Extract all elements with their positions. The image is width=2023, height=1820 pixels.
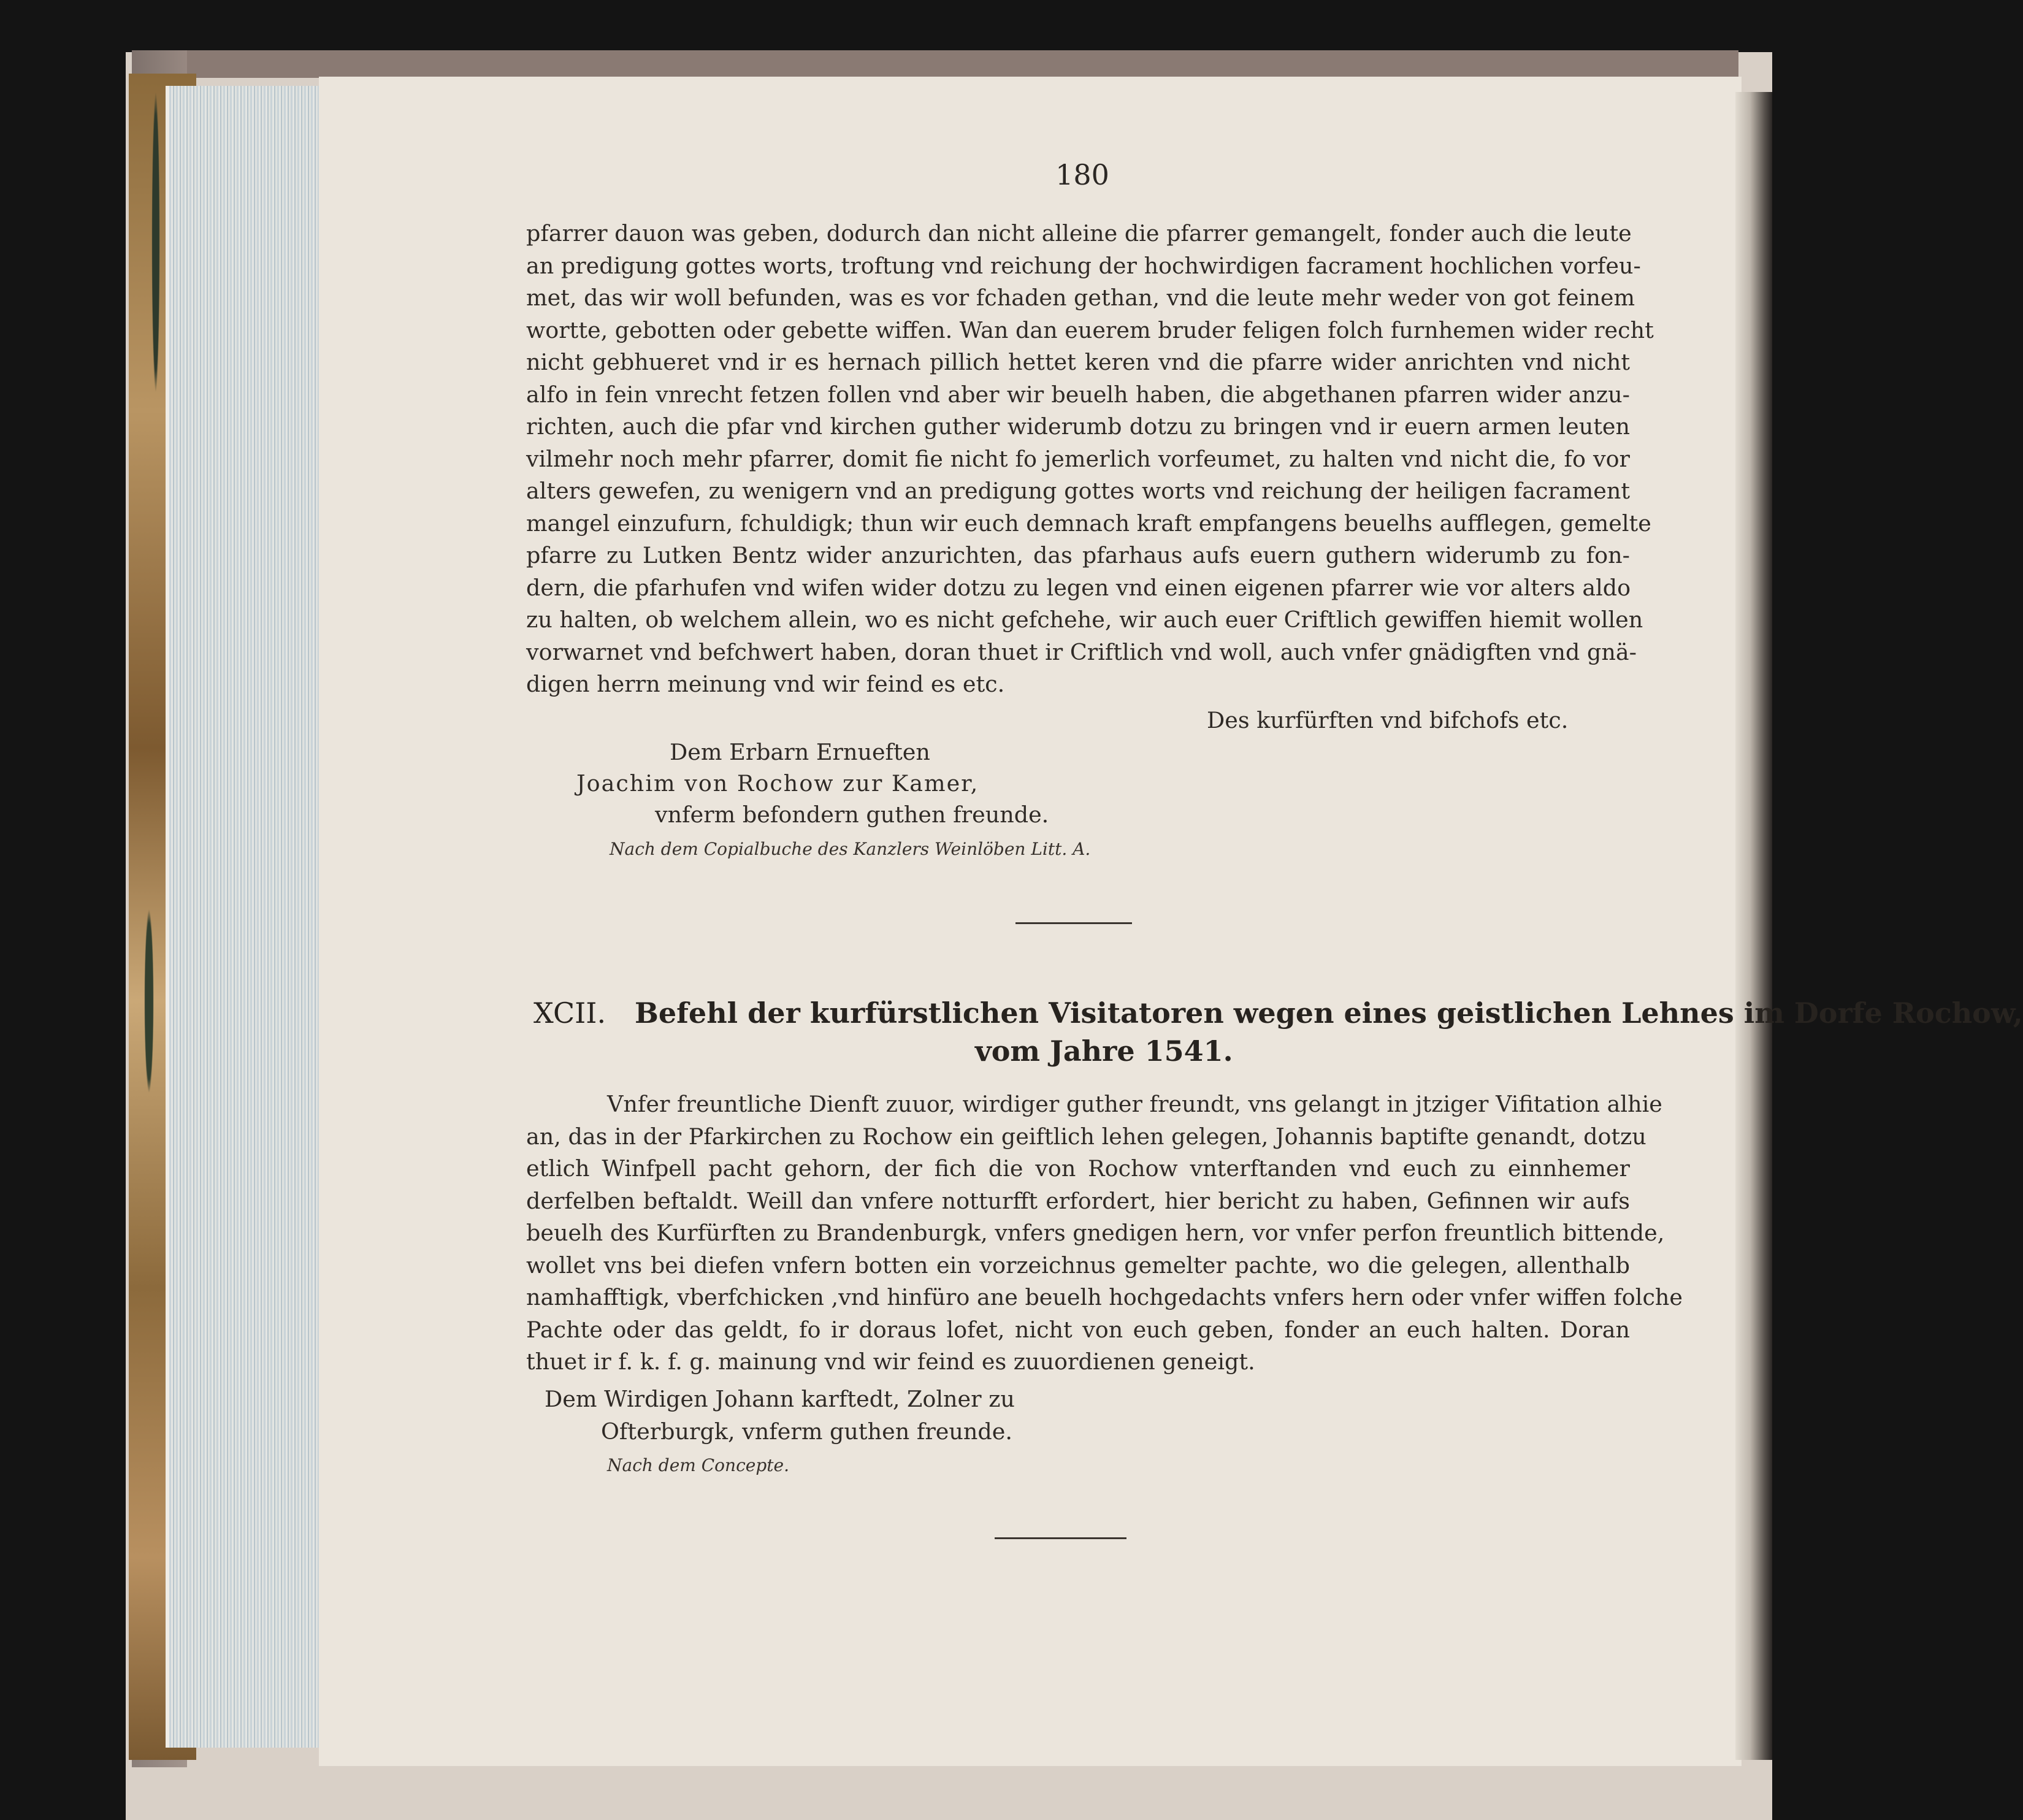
text-line: pfarrer dauon was geben, dodurch dan nicht alleine die pfarrer gemangelt, fonder auch die leute (526, 220, 1632, 247)
text-line: digen herrn meinung vnd wir feind es etc. (526, 671, 1005, 697)
separator-rule (995, 1537, 1126, 1539)
text-line: an predigung gottes worts, troftung vnd reichung der hochwirdigen facrament hochlichen vorfeu- (526, 252, 1641, 279)
address-line: Ofterburgk, vnferm guthen freunde. (601, 1418, 1012, 1445)
right-page-edge (1735, 92, 1772, 1760)
paragraph-2 (526, 1088, 1683, 1378)
text-line: dern, die pfarhufen vnd wifen wider dotzu zu legen vnd einen eigenen pfarrer wie vor alters aldo (526, 574, 1631, 601)
text-line: zu halten, ob welchem allein, wo es nicht gefchehe, wir auch euer Criftlich gewiffen hiemit wollen (526, 606, 1643, 633)
signature: Des kurfürften vnd bifchofs etc. (1207, 707, 1569, 733)
text-line: vorwarnet vnd befchwert haben, doran thuet ir Criftlich vnd woll, auch vnfer gnädigften vnd gnä- (526, 638, 1637, 665)
section-title-year: vom Jahre 1541. (975, 1034, 1233, 1068)
text-line: alters gewefen, zu wenigern vnd an predigung gottes worts vnd reichung der heiligen facrament (526, 478, 1630, 504)
text-line: derfelben beftaldt. Weill dan vnfere notturfft erfordert, hier bericht zu haben, Gefinnen wir aufs (526, 1187, 1630, 1214)
text-line: etlich Winfpell pacht gehorn, der fich die von Rochow vnterftanden vnd euch zu einnhemer (526, 1155, 1630, 1182)
source-note: Nach dem Copialbuche des Kanzlers Weinlöben Litt. A. (610, 839, 1091, 859)
source-note: Nach dem Concepte. (607, 1455, 789, 1475)
text-line: wortte, gebotten oder gebette wiffen. Wan dan euerem bruder feligen folch furnhemen wider recht (526, 316, 1654, 343)
text-line: richten, auch die pfar vnd kirchen guther widerumb dotzu zu bringen vnd ir euern armen leuten (526, 413, 1630, 440)
section-number: XCII. (533, 996, 606, 1030)
text-line: mangel einzufurn, fchuldigk; thun wir euch demnach kraft empfangens beuelhs aufflegen, gemelte (526, 510, 1651, 537)
text-line: met, das wir woll befunden, was es vor fchaden gethan, vnd die leute mehr weder von got feinem (526, 285, 1635, 311)
text-line: namhafftigk, vberfchicken ,vnd hinfüro ane beuelh hochgedachts vnfers hern oder vnfer wiffen folche (526, 1284, 1683, 1310)
text-line: vilmehr noch mehr pfarrer, domit fie nicht fo jemerlich vorfeumet, zu halten vnd nicht die, fo vor (526, 445, 1630, 472)
text-line: pfarre zu Lutken Bentz wider anzurichten, das pfarhaus aufs euern guthern widerumb zu fon- (526, 542, 1630, 568)
text-line: beuelh des Kurfürften zu Brandenburgk, vnfers gnedigen hern, vor vnfer perfon freuntlich bittende, (526, 1220, 1665, 1246)
text-line: Vnfer freuntliche Dienft zuuor, wirdiger guther freundt, vns gelangt in jtziger Vifitation alhie (607, 1091, 1662, 1117)
address-line: Dem Erbarn Ernueften (670, 739, 930, 765)
text-line: nicht gebhueret vnd ir es hernach pillich hettet keren vnd die pfarre wider anrichten vnd nicht (526, 349, 1630, 375)
text-line: thuet ir f. k. f. g. mainung vnd wir feind es zuuordienen geneigt. (526, 1348, 1255, 1375)
page-edges (166, 86, 323, 1748)
section-title: Befehl der kurfürstlichen Visitatoren wegen eines geistlichen Lehnes im Dorfe Rochow, (635, 996, 2023, 1030)
address-line: Joachim von Rochow zur Kamer, (576, 770, 979, 797)
separator-rule (1015, 922, 1132, 924)
text-line: an, das in der Pfarkirchen zu Rochow ein geiftlich lehen gelegen, Johannis baptifte genandt, dotzu (526, 1123, 1646, 1150)
address-line: vnferm befondern guthen freunde. (655, 801, 1049, 828)
address-line: Dem Wirdigen Johann karftedt, Zolner zu (545, 1386, 1015, 1412)
paragraph-1 (526, 218, 1654, 701)
page-number: 180 (1055, 158, 1109, 191)
text-line: alfo in fein vnrecht fetzen follen vnd aber wir beuelh haben, die abgethanen pfarren wider anzu- (526, 381, 1630, 408)
text-line: wollet vns bei diefen vnfern botten ein vorzeichnus gemelter pachte, wo die gelegen, allenthalb (526, 1252, 1630, 1279)
text-line: Pachte oder das geldt, fo ir doraus lofet, nicht von euch geben, fonder an euch halten. Doran (526, 1316, 1630, 1343)
cloth-binding-top (132, 50, 1738, 78)
